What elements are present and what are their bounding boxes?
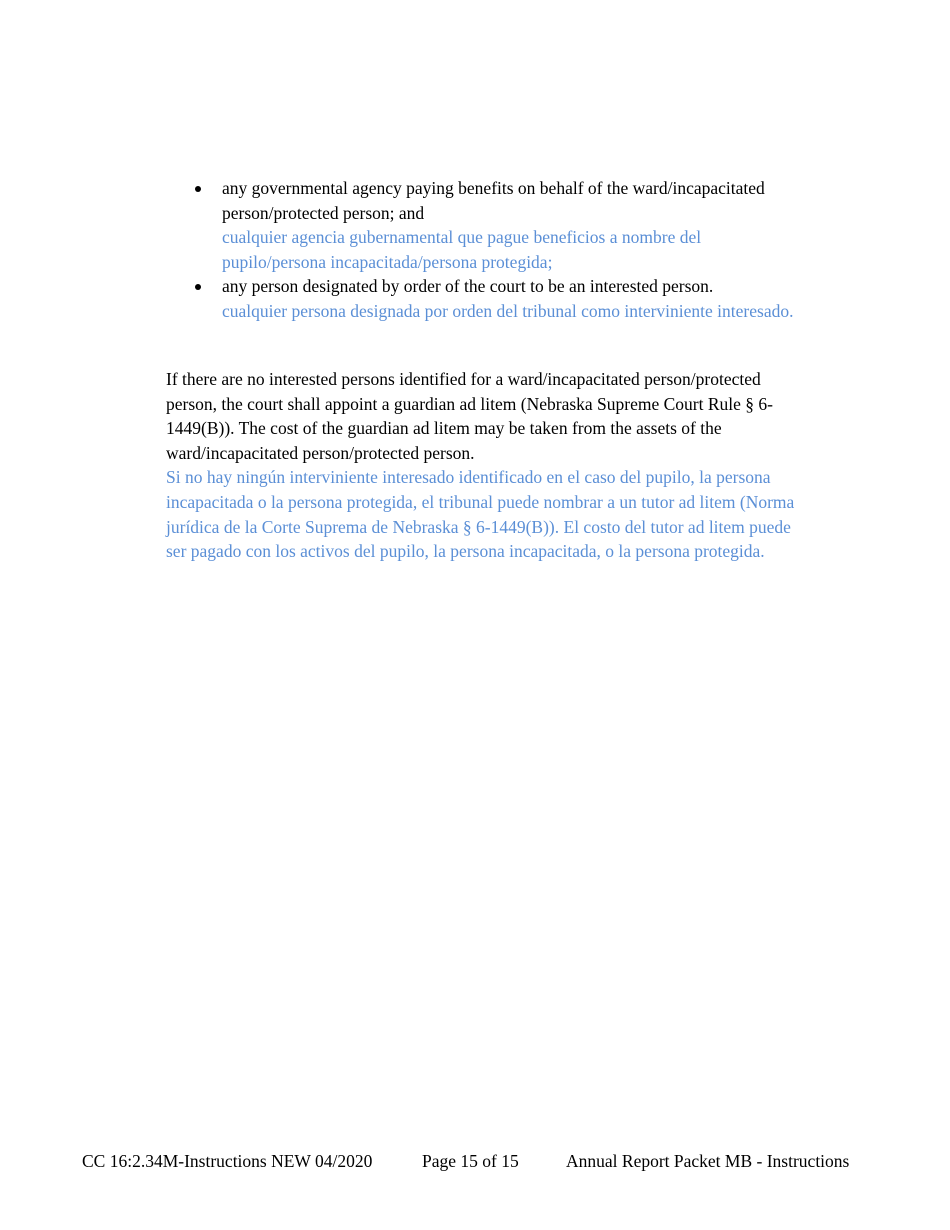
- footer-page-number: Page 15 of 15: [422, 1151, 519, 1171]
- bullet-english-text: any governmental agency paying benefits on behalf of the ward/incapacitated person/protected person; and: [222, 178, 765, 223]
- paragraph-spanish-text: Si no hay ningún interviniente interesado identificado en el caso del pupilo, la persona incapacitada o la persona protegida, el tribunal puede nombrar a un tutor ad litem (Norma jurídica de la Corte Suprema de Nebraska § 6-1449(B)). El costo del tutor ad litem puede ser pagado con los activos del pupilo, la persona incapacitada, o la persona protegida.: [166, 467, 795, 562]
- bullet-english-text: any person designated by order of the court to be an interested person.: [222, 276, 714, 297]
- bullet-icon: [195, 284, 201, 290]
- list-item: [166, 176, 806, 274]
- footer-document-title: Annual Report Packet MB - Instructions: [566, 1151, 850, 1171]
- paragraph-english-text: If there are no interested persons identified for a ward/incapacitated person/protected person, the court shall appoint a guardian ad litem (Nebraska Supreme Court Rule § 6-1449(B)). The cost of the guardian ad litem may be taken from the assets of the ward/incapacitated person/protected person.: [166, 369, 773, 463]
- list-item: [166, 274, 806, 323]
- guardian-ad-litem-paragraph: [166, 367, 796, 564]
- footer-form-number: CC 16:2.34M-Instructions NEW 04/2020: [82, 1151, 373, 1171]
- bullet-spanish-text: cualquier persona designada por orden del tribunal como interviniente interesado.: [222, 300, 794, 321]
- bullet-spanish-text: cualquier agencia gubernamental que pague beneficios a nombre del pupilo/persona incapacitada/persona protegida;: [222, 227, 702, 272]
- bullet-icon: [195, 186, 201, 192]
- bullet-list: [166, 176, 806, 324]
